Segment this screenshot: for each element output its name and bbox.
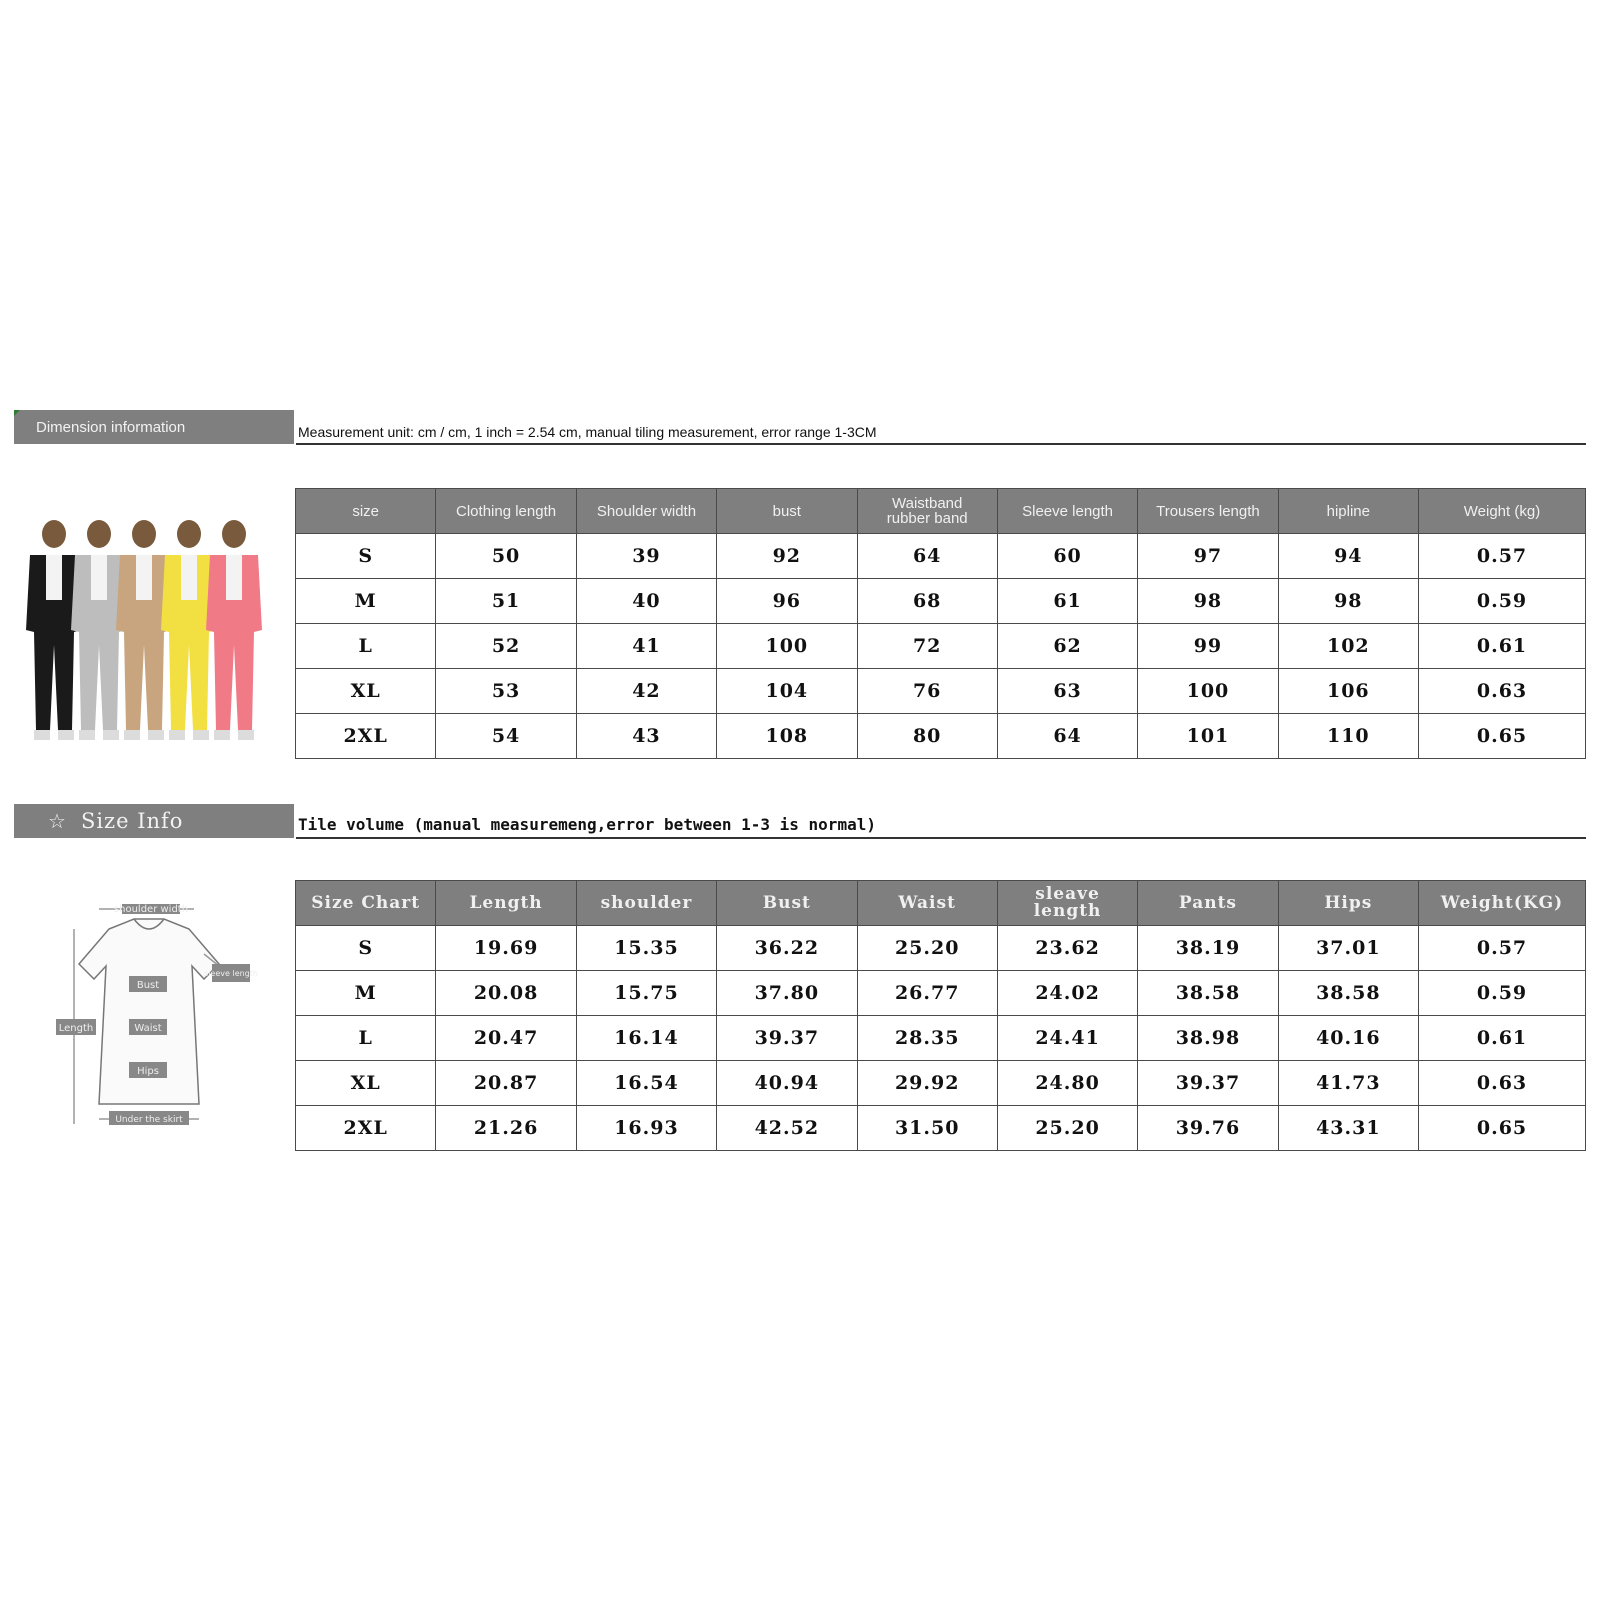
value-cell: 0.63 [1419, 669, 1586, 714]
value-cell: 98 [1278, 579, 1418, 624]
size-info-tag-label: Size Info [80, 809, 184, 833]
value-cell: 108 [717, 714, 857, 759]
value-cell: 72 [857, 624, 997, 669]
value-cell: 96 [717, 579, 857, 624]
value-cell: 0.59 [1419, 579, 1586, 624]
value-cell: 63 [997, 669, 1137, 714]
diagram-length-label: Length [58, 1023, 94, 1034]
diagram-bust-label: Bust [136, 980, 160, 991]
value-cell: 106 [1278, 669, 1418, 714]
value-cell: 43.31 [1278, 1106, 1418, 1151]
value-cell: 16.54 [576, 1061, 716, 1106]
value-cell: 25.20 [857, 926, 997, 971]
value-cell: 37.80 [717, 971, 857, 1016]
diagram-hips-label: Hips [137, 1066, 159, 1077]
value-cell: 16.93 [576, 1106, 716, 1151]
size-cell: 2XL [296, 1106, 436, 1151]
value-cell: 19.69 [436, 926, 576, 971]
size-info-table-inch [295, 880, 1586, 1151]
value-cell: 92 [717, 534, 857, 579]
size-cell: XL [296, 1061, 436, 1106]
value-cell: 20.47 [436, 1016, 576, 1061]
value-cell: 0.61 [1419, 1016, 1586, 1061]
table-row [296, 1061, 1586, 1106]
value-cell: 38.58 [1278, 971, 1418, 1016]
value-cell: 41 [576, 624, 716, 669]
header-cell: hipline [1278, 489, 1418, 534]
table-row [296, 714, 1586, 759]
header-cell: sleave length [997, 881, 1137, 926]
value-cell: 20.08 [436, 971, 576, 1016]
header-cell: size [296, 489, 436, 534]
dimension-header-bar [14, 410, 1586, 444]
value-cell: 39.37 [1138, 1061, 1278, 1106]
dimension-table-cm [295, 488, 1586, 759]
value-cell: 0.65 [1419, 1106, 1586, 1151]
value-cell: 21.26 [436, 1106, 576, 1151]
diagram-hem-label: Under the skirt [115, 1115, 183, 1125]
table-row [296, 534, 1586, 579]
value-cell: 97 [1138, 534, 1278, 579]
value-cell: 54 [436, 714, 576, 759]
header-cell: Weight(KG) [1419, 881, 1586, 926]
table-row [296, 971, 1586, 1016]
value-cell: 50 [436, 534, 576, 579]
value-cell: 15.35 [576, 926, 716, 971]
value-cell: 0.65 [1419, 714, 1586, 759]
value-cell: 51 [436, 579, 576, 624]
size-info-section [14, 804, 1586, 1174]
table-row [296, 1106, 1586, 1151]
value-cell: 100 [1138, 669, 1278, 714]
model-figure [206, 520, 262, 740]
value-cell: 0.63 [1419, 1061, 1586, 1106]
header-cell: Shoulder width [576, 489, 716, 534]
value-cell: 0.57 [1419, 534, 1586, 579]
size-info-table-header-row [296, 881, 1586, 926]
value-cell: 80 [857, 714, 997, 759]
diagram-sleeve-label: sleeve length [204, 969, 258, 978]
value-cell: 39.37 [717, 1016, 857, 1061]
value-cell: 99 [1138, 624, 1278, 669]
value-cell: 25.20 [997, 1106, 1137, 1151]
header-cell: Clothing length [436, 489, 576, 534]
table-row [296, 579, 1586, 624]
size-cell: L [296, 624, 436, 669]
value-cell: 23.62 [997, 926, 1137, 971]
value-cell: 61 [997, 579, 1137, 624]
size-cell: S [296, 926, 436, 971]
value-cell: 64 [857, 534, 997, 579]
value-cell: 37.01 [1278, 926, 1418, 971]
value-cell: 26.77 [857, 971, 997, 1016]
dimension-tag [14, 410, 294, 444]
value-cell: 41.73 [1278, 1061, 1418, 1106]
header-cell: Pants [1138, 881, 1278, 926]
value-cell: 16.14 [576, 1016, 716, 1061]
header-cell: Bust [717, 881, 857, 926]
star-icon: ☆ [48, 809, 67, 833]
header-cell: Trousers length [1138, 489, 1278, 534]
value-cell: 38.58 [1138, 971, 1278, 1016]
table-row [296, 1016, 1586, 1061]
header-cell: Hips [1278, 881, 1418, 926]
value-cell: 36.22 [717, 926, 857, 971]
value-cell: 29.92 [857, 1061, 997, 1106]
dimension-tag-label: Dimension information [36, 418, 186, 436]
value-cell: 53 [436, 669, 576, 714]
value-cell: 39 [576, 534, 716, 579]
value-cell: 24.80 [997, 1061, 1137, 1106]
measurement-note: Measurement unit: cm / cm, 1 inch = 2.54 cm, manual tiling measurement, error range 1-3CM [296, 411, 1586, 445]
header-cell: Weight (kg) [1419, 489, 1586, 534]
value-cell: 62 [997, 624, 1137, 669]
size-cell: 2XL [296, 714, 436, 759]
value-cell: 24.41 [997, 1016, 1137, 1061]
size-cell: L [296, 1016, 436, 1061]
tracksuit-models-image [14, 520, 284, 760]
value-cell: 60 [997, 534, 1137, 579]
header-cell: Waist [857, 881, 997, 926]
dimension-section [14, 410, 1586, 770]
corner-marker-icon [14, 410, 20, 416]
value-cell: 0.57 [1419, 926, 1586, 971]
size-cell: S [296, 534, 436, 579]
header-cell: shoulder [576, 881, 716, 926]
table-row [296, 669, 1586, 714]
value-cell: 52 [436, 624, 576, 669]
value-cell: 38.19 [1138, 926, 1278, 971]
value-cell: 110 [1278, 714, 1418, 759]
diagram-shoulder-label: shoulder width [113, 904, 189, 915]
dimension-table-header-row [296, 489, 1586, 534]
value-cell: 0.61 [1419, 624, 1586, 669]
value-cell: 42 [576, 669, 716, 714]
value-cell: 0.59 [1419, 971, 1586, 1016]
value-cell: 68 [857, 579, 997, 624]
size-cell: M [296, 579, 436, 624]
value-cell: 94 [1278, 534, 1418, 579]
value-cell: 76 [857, 669, 997, 714]
value-cell: 40.16 [1278, 1016, 1418, 1061]
diagram-waist-label: Waist [134, 1023, 162, 1034]
size-info-tag [14, 804, 294, 838]
value-cell: 31.50 [857, 1106, 997, 1151]
value-cell: 98 [1138, 579, 1278, 624]
value-cell: 15.75 [576, 971, 716, 1016]
value-cell: 64 [997, 714, 1137, 759]
header-cell: Sleeve length [997, 489, 1137, 534]
value-cell: 104 [717, 669, 857, 714]
value-cell: 100 [717, 624, 857, 669]
value-cell: 40 [576, 579, 716, 624]
dress-measurement-diagram [14, 904, 284, 1144]
header-cell: Size Chart [296, 881, 436, 926]
value-cell: 43 [576, 714, 716, 759]
size-cell: XL [296, 669, 436, 714]
value-cell: 102 [1278, 624, 1418, 669]
value-cell: 28.35 [857, 1016, 997, 1061]
header-cell: Length [436, 881, 576, 926]
table-row [296, 926, 1586, 971]
tile-volume-note: Tile volume (manual measuremeng,error between 1-3 is normal) [296, 805, 1586, 839]
size-cell: M [296, 971, 436, 1016]
value-cell: 101 [1138, 714, 1278, 759]
value-cell: 20.87 [436, 1061, 576, 1106]
size-info-header-bar [14, 804, 1586, 838]
value-cell: 42.52 [717, 1106, 857, 1151]
header-cell: bust [717, 489, 857, 534]
value-cell: 24.02 [997, 971, 1137, 1016]
value-cell: 38.98 [1138, 1016, 1278, 1061]
table-row [296, 624, 1586, 669]
value-cell: 40.94 [717, 1061, 857, 1106]
value-cell: 39.76 [1138, 1106, 1278, 1151]
header-cell: Waistband rubber band [857, 489, 997, 534]
